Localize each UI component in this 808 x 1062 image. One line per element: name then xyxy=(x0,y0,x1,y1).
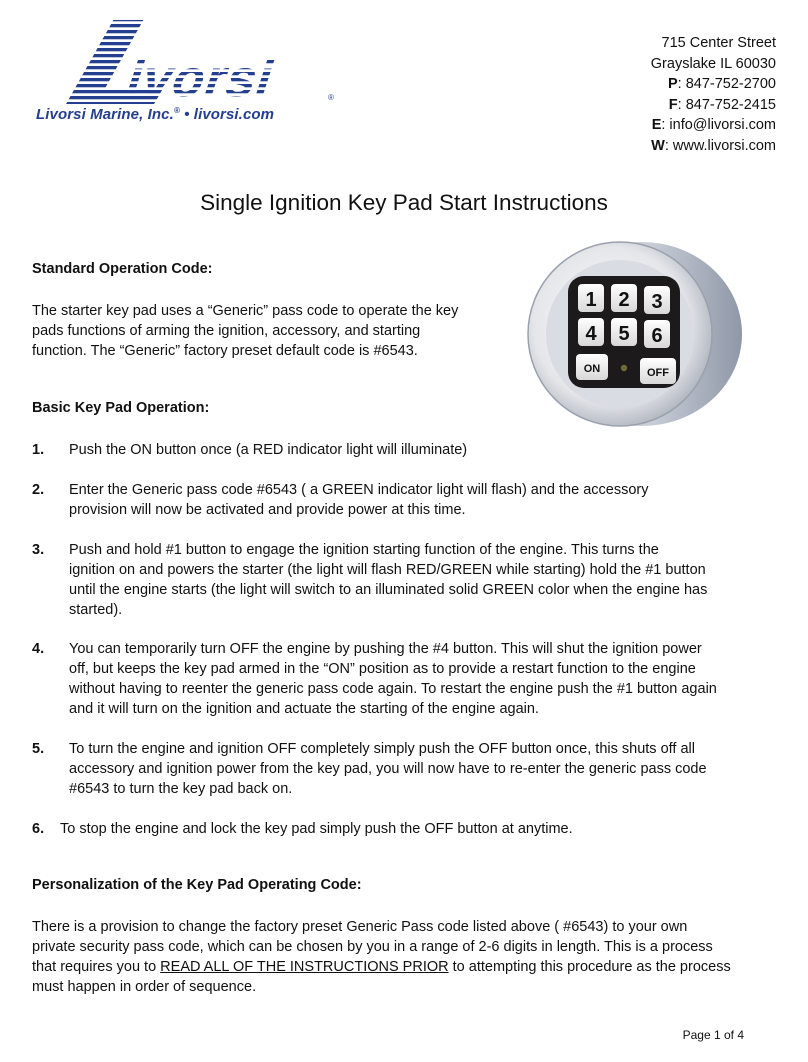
step-number: 1. xyxy=(32,442,45,458)
document-title: Single Ignition Key Pad Start Instructions xyxy=(200,190,608,215)
tagline-company: Livorsi Marine, Inc. xyxy=(36,106,174,123)
contact-fax: F: 847-752-2415 xyxy=(668,96,776,113)
step-number: 3. xyxy=(32,542,45,558)
contact-email: E: info@livorsi.com xyxy=(651,117,776,134)
standard-line: function. The “Generic” factory preset default code is #6543. xyxy=(32,343,418,359)
step-number: 4. xyxy=(32,641,45,657)
logo-tagline xyxy=(36,106,274,123)
step-number: 5. xyxy=(32,741,45,757)
svg-text:ivorsi: ivorsi xyxy=(118,50,283,108)
key-4: 4 xyxy=(585,323,597,345)
svg-text:®: ® xyxy=(328,93,334,102)
key-3: 3 xyxy=(651,291,663,313)
standard-line: The starter key pad uses a “Generic” pass code to operate the key xyxy=(32,303,459,319)
step-number: 6. xyxy=(32,821,45,837)
step-text: You can temporarily turn OFF the engine by pushing the #4 button. This will shut the ignition power off, but keeps the key pad armed in the “ON” position as to provide a restart function to the engine without having to reenter the generic pass code again. To restart the engine push the #1 button again and it will turn on the ignition and actuate the starting of the engine again. xyxy=(69,641,717,717)
key-on: ON xyxy=(583,363,601,375)
keypad-photo xyxy=(520,238,746,430)
step-text: To stop the engine and lock the key pad simply push the OFF button at anytime. xyxy=(60,821,573,837)
standard-line: pads functions of arming the ignition, accessory, and starting xyxy=(32,323,421,339)
tagline-site[interactable]: livorsi.com xyxy=(193,106,275,123)
page-number: Page 1 of 4 xyxy=(682,1028,744,1042)
standard-operation-text xyxy=(32,301,502,361)
key-5: 5 xyxy=(618,323,630,345)
personalization-heading: Personalization of the Key Pad Operating Code: xyxy=(32,877,362,893)
tagline-registered: ® xyxy=(173,106,180,115)
personalization-text: There is a provision to change the factory preset Generic Pass code listed above ( #6543) to your own private security pass code, which can be chosen by you in a range of 2-6 digits in length. This is a process that requires you to READ ALL OF THE INSTRUCTIONS PRIOR to attempting this procedure as the process must happen in order of sequence. xyxy=(32,919,731,995)
key-1: 1 xyxy=(585,289,597,311)
contact-web: W: www.livorsi.com xyxy=(651,137,776,154)
read-instructions-emphasis: READ ALL OF THE INSTRUCTIONS PRIOR xyxy=(160,959,449,975)
contact-city: Grayslake IL 60030 xyxy=(650,55,776,72)
key-6: 6 xyxy=(651,325,663,347)
key-off: OFF xyxy=(647,367,669,379)
contact-street: 715 Center Street xyxy=(661,35,776,51)
standard-operation-heading: Standard Operation Code: xyxy=(32,261,213,277)
step-text: Push the ON button once (a RED indicator light will illuminate) xyxy=(69,442,468,458)
step-text: To turn the engine and ignition OFF completely simply push the OFF button once, this shuts off all accessory and ignition power from the key pad, you will now have to re-enter the generic pass code #6543 to turn the key pad back on. xyxy=(69,741,707,797)
step-text: Enter the Generic pass code #6543 ( a GREEN indicator light will flash) and the accessory provision will now be activated and provide power at this time. xyxy=(69,482,649,518)
contact-phone: P: 847-752-2700 xyxy=(667,76,776,93)
step-text: Push and hold #1 button to engage the ignition starting function of the engine. This turns the ignition on and powers the starter (the light will flash RED/GREEN while starting) hold the #1 button until the engine starts (the light will switch to an illuminated solid GREEN color when the engine has started). xyxy=(69,542,708,618)
basic-operation-heading: Basic Key Pad Operation: xyxy=(32,400,210,416)
contact-block xyxy=(651,33,776,157)
step-number: 2. xyxy=(32,482,45,498)
key-2: 2 xyxy=(618,289,630,311)
tagline-separator: • xyxy=(184,106,190,123)
